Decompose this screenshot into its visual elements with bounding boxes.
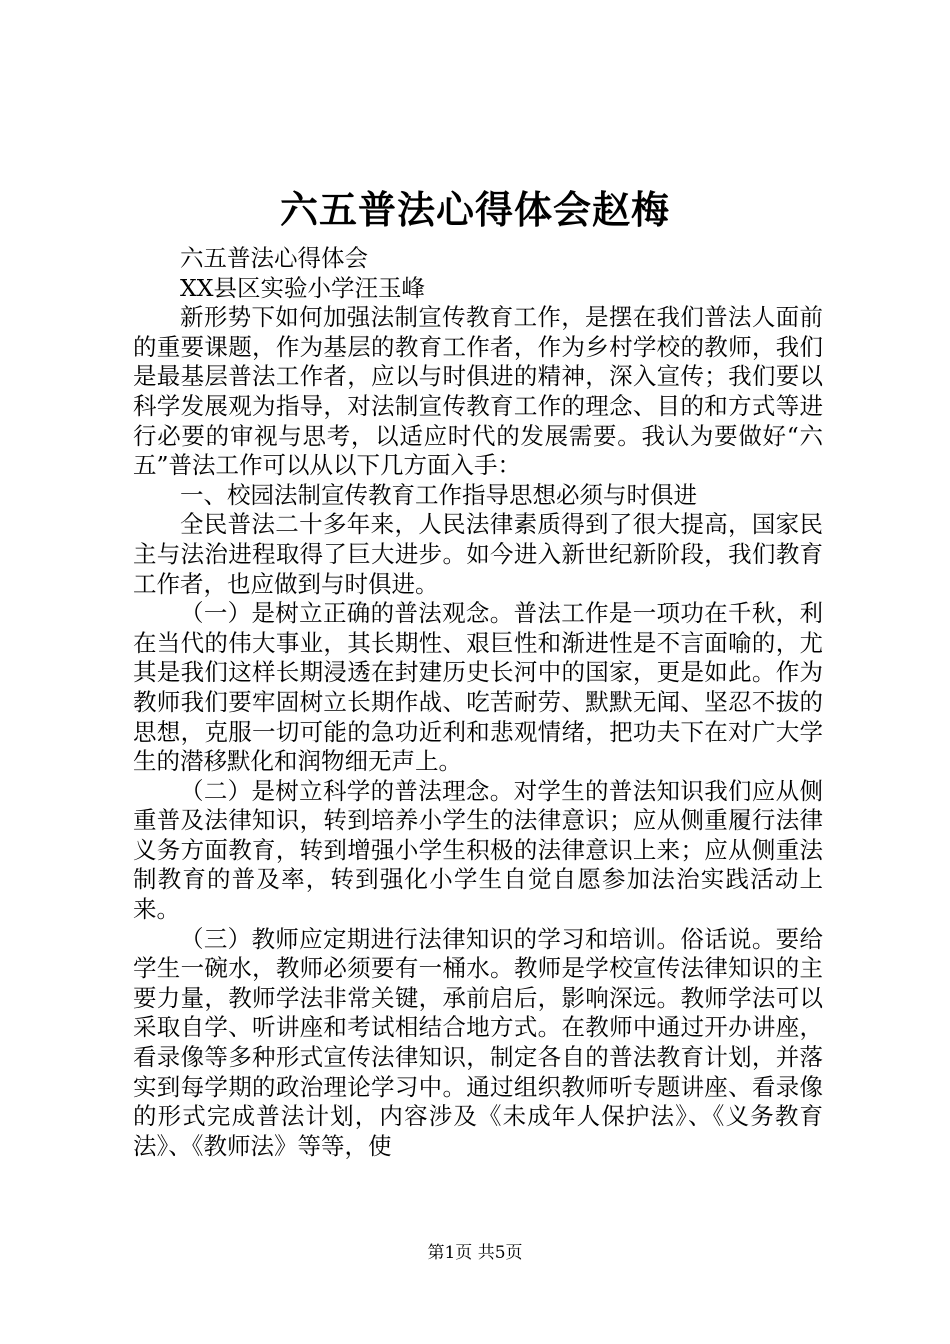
document-body — [133, 244, 823, 1161]
section-heading: 一、校园法制宣传教育工作指导思想必须与时俱进 — [180, 480, 697, 509]
paragraph: （二）是树立科学的普法理念。对学生的普法知识我们应从侧重普及法律知识，转到培养小学生的法律意识；应从侧重履行法律义务方面教育，转到增强小学生积极的法律意识上来；应从侧重法制教育的普及率，转到强化小学生自觉自愿参加法治实践活动上来。 — [133, 776, 823, 924]
author-line: XX县区实验小学汪玉峰 — [180, 273, 425, 302]
subtitle: 六五普法心得体会 — [180, 244, 368, 272]
intro-paragraph: 新形势下如何加强法制宣传教育工作，是摆在我们普法人面前的重要课题，作为基层的教育工作者，作为乡村学校的教师，我们是最基层普法工作者，应以与时俱进的精神，深入宣传；我们要以科学发展观为指导，对法制宣传教育工作的理念、目的和方式等进行必要的审视与思考，以适应时代的发展需要。我认为要做好“六五”普法工作可以从以下几方面入手： — [133, 303, 823, 480]
page-footer: 第1页 共5页 — [427, 1243, 523, 1263]
paragraph: 全民普法二十多年来，人民法律素质得到了很大提高，国家民主与法治进程取得了巨大进步。如今进入新世纪新阶段，我们教育工作者，也应做到与时俱进。 — [133, 510, 823, 598]
paragraph: （三）教师应定期进行法律知识的学习和培训。俗话说。要给学生一碗水，教师必须要有一桶水。教师是学校宣传法律知识的主要力量，教师学法非常关键，承前启后，影响深远。教师学法可以采取自学、听讲座和考试相结合地方式。在教师中通过开办讲座，看录像等多种形式宣传法律知识，制定各自的普法教育计划，并落实到每学期的政治理论学习中。通过组织教师听专题讲座、看录像的形式完成普法计划，内容涉及《未成年人保护法》、《义务教育法》、《教师法》等等，使 — [133, 924, 823, 1160]
document-title: 六五普法心得体会赵梅 — [279, 187, 670, 232]
paragraph: （一）是树立正确的普法观念。普法工作是一项功在千秋，利在当代的伟大事业，其长期性、艰巨性和渐进性是不言面喻的，尤其是我们这样长期浸透在封建历史长河中的国家，更是如此。作为教师我们要牢固树立长期作战、吃苦耐劳、默默无闻、坚忍不拔的思想，克服一切可能的急功近利和悲观情绪，把功夫下在对广大学生的潜移默化和润物细无声上。 — [133, 599, 823, 776]
